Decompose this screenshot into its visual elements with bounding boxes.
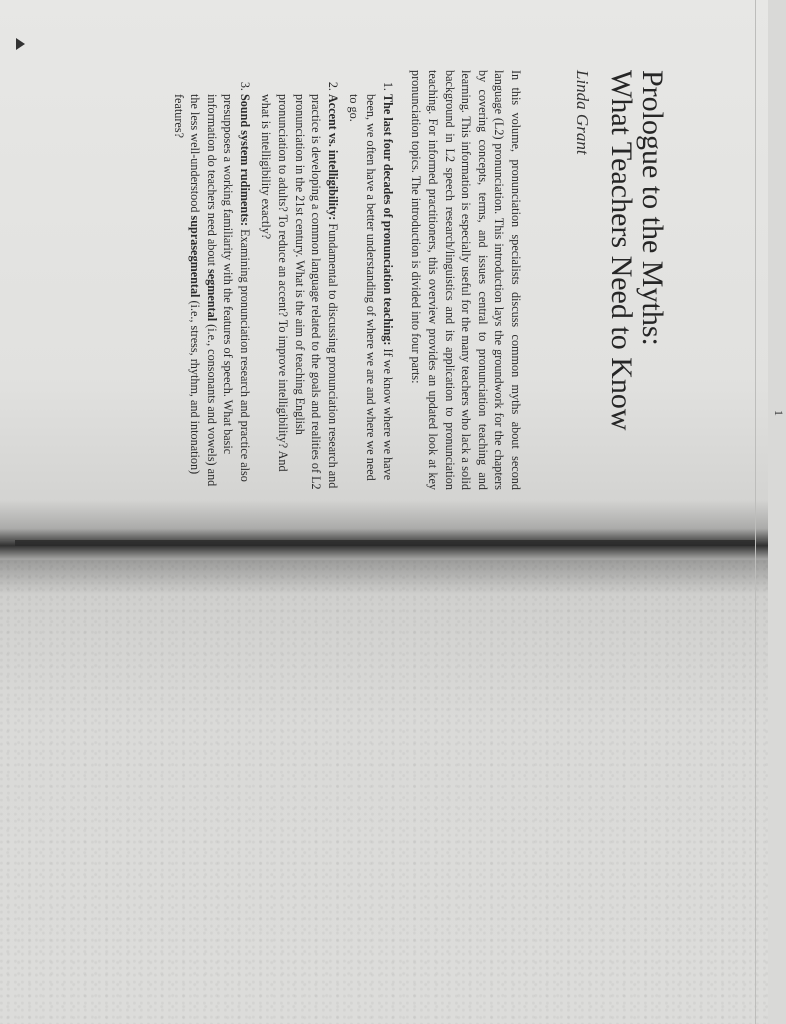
spine-line: [15, 540, 755, 546]
term-segmental: segmental: [204, 268, 219, 322]
list-item-text: (i.e., stress, rhythm, and intonation) features?: [171, 94, 203, 475]
parts-list: [170, 70, 396, 490]
list-item-text: Examining pronunciation research and practice also presupposes a working familiarity with the features of speech. What basic information do teachers need about: [204, 94, 252, 482]
chapter-title: [606, 70, 668, 490]
chapter-body: [165, 70, 668, 490]
author-name: Linda Grant: [573, 70, 592, 155]
intro-paragraph: In this volume, pronunciation specialists discuss common myths about second language (L2) pronunciation. This introduction lays the groundwork for the chapters by covering concepts, terms, and issues central to pronunciation teaching and learning. This information is especially useful for the many teachers who lack a solid background in L2 speech research/linguistics and its application to pronunciation teaching. For informed practitioners, this overview provides an updated look at key pronunciation topics. The introduction is divided into four parts:: [409, 70, 523, 490]
list-item-heading: Accent vs. intelligibility:: [325, 94, 340, 221]
list-item-text: If we know where we have been, we often have a better understanding of where we are and where we need to go.: [347, 94, 395, 481]
list-item-heading: The last four decades of pronunciation teaching:: [380, 94, 395, 346]
list-item: [170, 94, 253, 490]
rotated-page-content: [88, 0, 786, 520]
title-line-2: What Teachers Need to Know: [605, 70, 638, 431]
list-item-heading: Sound system rudiments:: [237, 94, 252, 227]
list-item-text: (i.e., consonants and vowels) and the less well-understood: [188, 94, 219, 487]
term-suprasegmental: suprasegmental: [188, 215, 203, 298]
list-item: [346, 94, 396, 490]
page-number: 1: [772, 410, 786, 416]
page-bottom: [0, 560, 768, 1024]
corner-arrow-icon: [16, 38, 25, 50]
list-item: [258, 94, 341, 490]
title-line-1: Prologue to the Myths:: [636, 70, 669, 346]
list-item-text: Fundamental to discussing pronunciation research and practice is developing a common language related to the goals and realities of L2 pronunciation in the 21st century. What is the aim of teaching English pronunciation to adults? To reduce an accent? To improve intelligibility? And what is intelligibility exactly?: [259, 94, 340, 490]
